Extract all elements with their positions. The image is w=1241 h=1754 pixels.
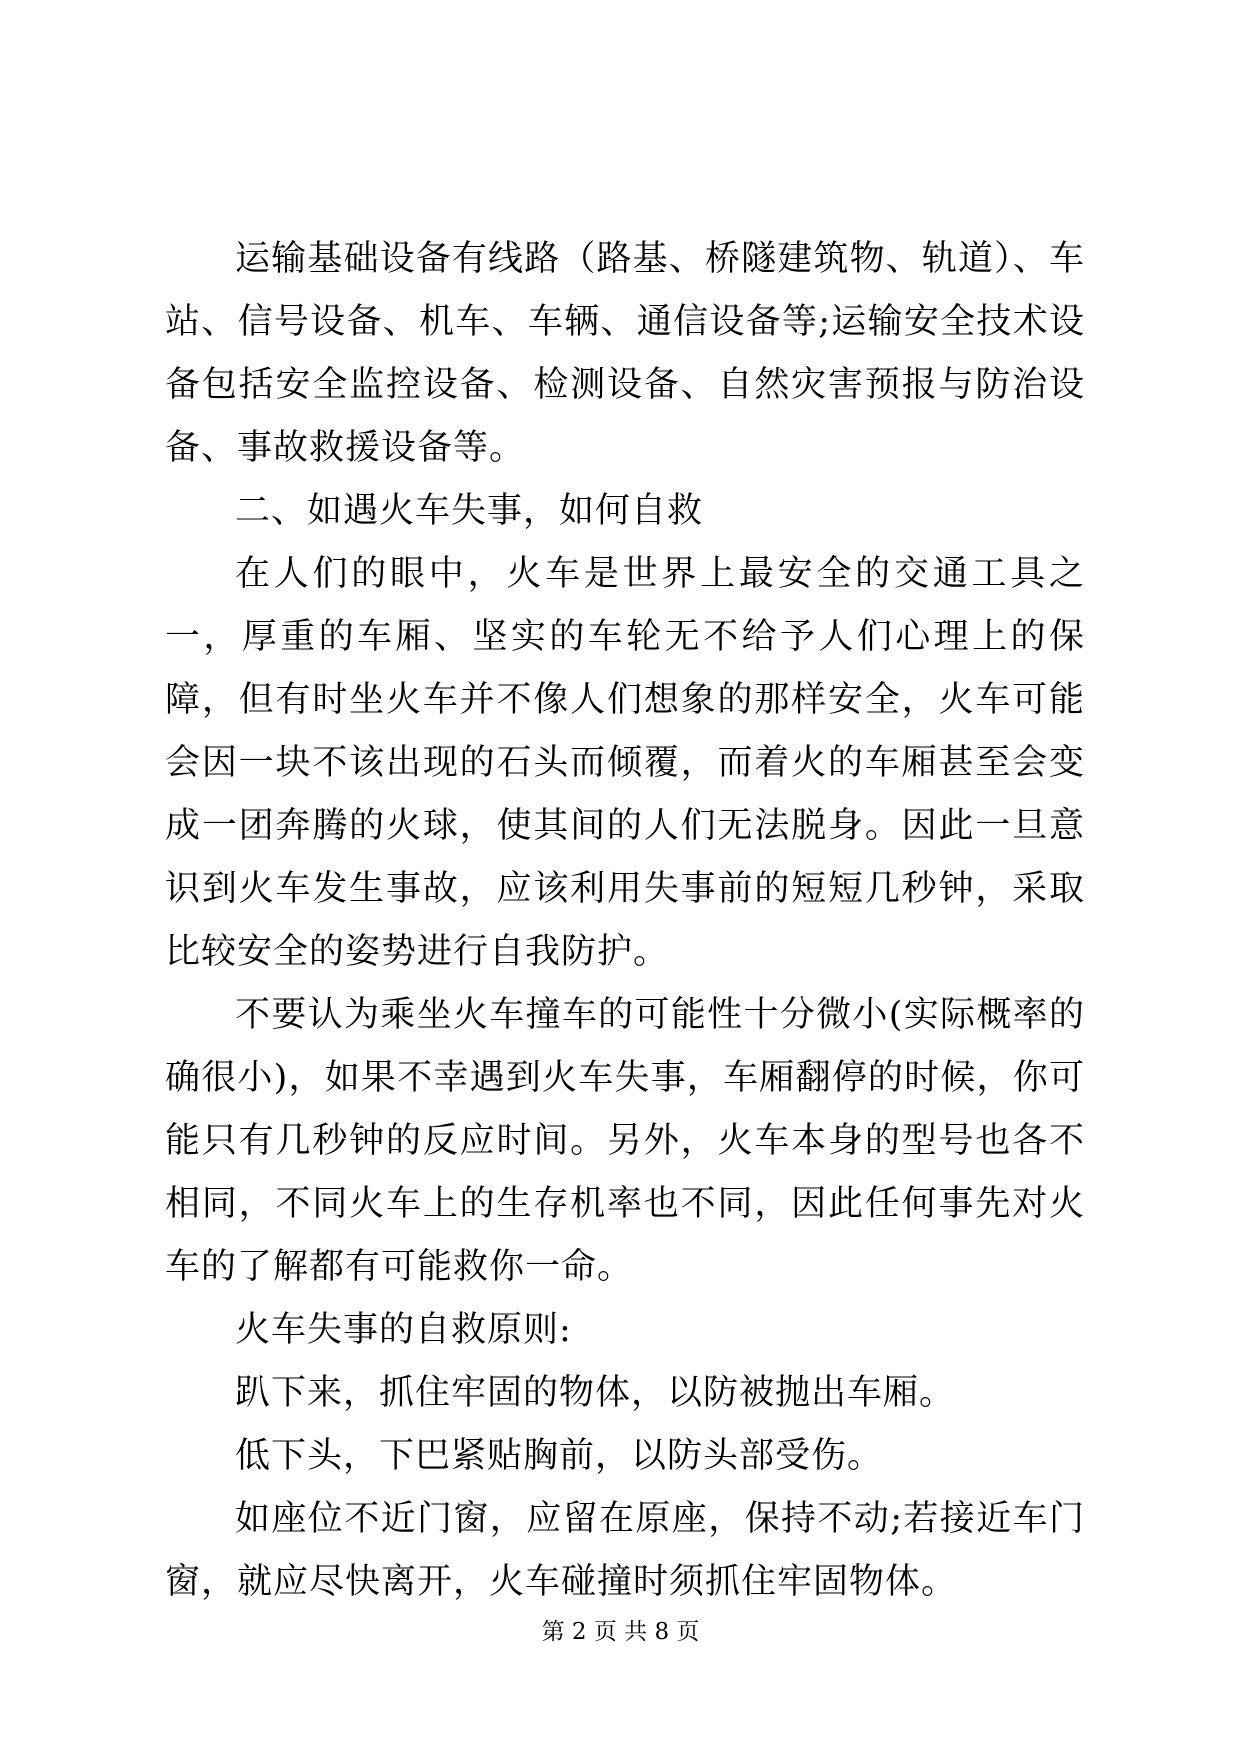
paragraph-reaction-time: 不要认为乘坐火车撞车的可能性十分微小(实际概率的确很小)，如果不幸遇到火车失事，车厢翻停的时候，你可能只有几秒钟的反应时间。另外，火车本身的型号也各不相同，不同火车上的生存机率也不同，因此任何事先对火车的了解都有可能救你一命。: [165, 995, 1085, 1287]
document-body: [165, 228, 1085, 1614]
paragraph-transport-equipment: 运输基础设备有线路（路基、桥隧建筑物、轨道）、车站、信号设备、机车、车辆、通信设备等;运输安全技术设备包括安全监控设备、检测设备、自然灾害预报与防治设备、事故救援设备等。: [165, 239, 1085, 468]
paragraph-train-safety: 在人们的眼中，火车是世界上最安全的交通工具之一，厚重的车厢、坚实的车轮无不给予人们心理上的保障，但有时坐火车并不像人们想象的那样安全，火车可能会因一块不该出现的石头而倾覆，而着火的车厢甚至会变成一团奔腾的火球，使其间的人们无法脱身。因此一旦意识到火车发生事故，应该利用失事前的短短几秒钟，采取比较安全的姿势进行自我防护。: [165, 554, 1085, 972]
paragraph-seat-position: 如座位不近门窗，应留在原座，保持不动;若接近车门窗，就应尽快离开，火车碰撞时须抓住牢固物体。: [165, 1499, 1085, 1602]
page-footer: 第 2 页 共 8 页: [541, 1619, 700, 1645]
section-heading-train-accident: 二、如遇火车失事，如何自救: [235, 491, 704, 531]
paragraph-lie-down: 趴下来，抓住牢固的物体，以防被抛出车厢。: [235, 1373, 956, 1413]
paragraph-self-rescue-principles: 火车失事的自救原则:: [235, 1310, 572, 1350]
paragraph-lower-head: 低下头，下巴紧贴胸前，以防头部受伤。: [235, 1436, 884, 1476]
